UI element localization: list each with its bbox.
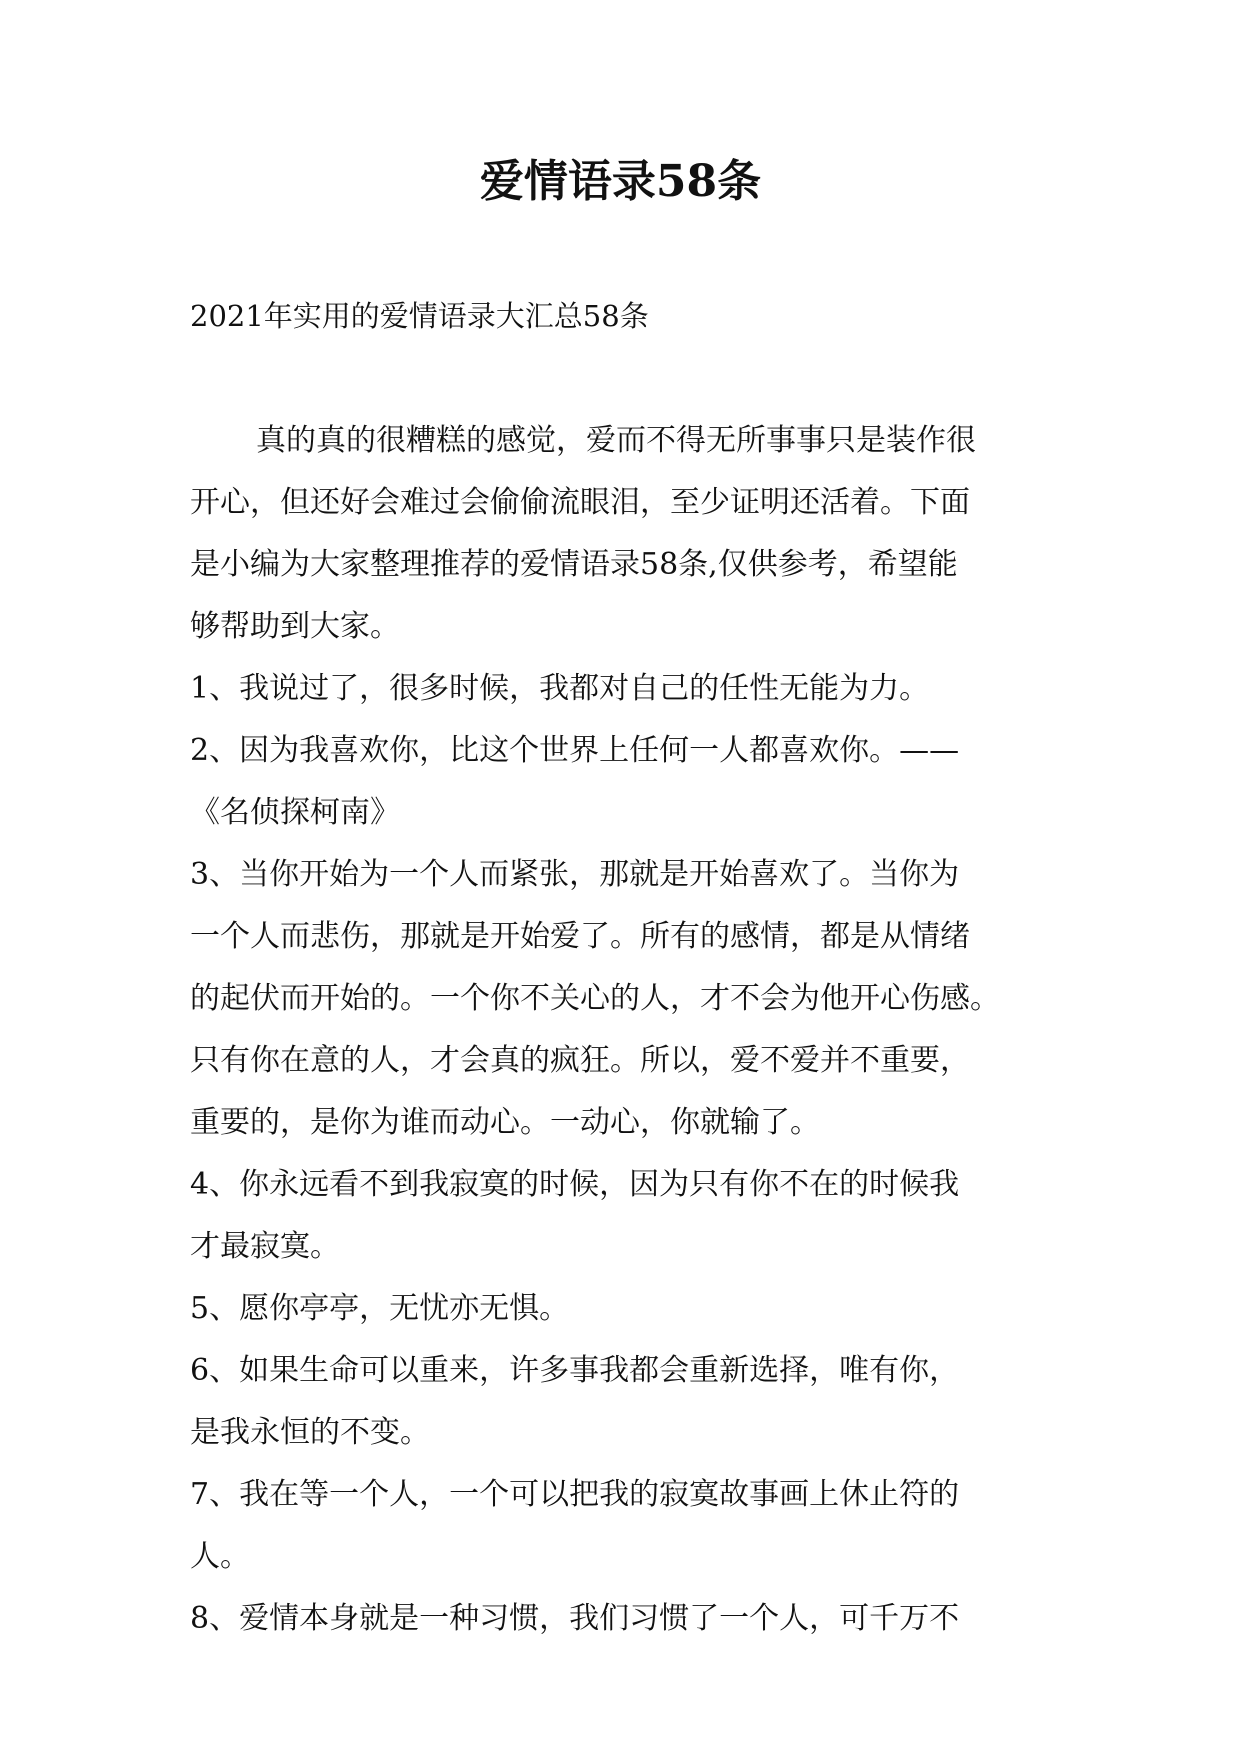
quote-line: 才最寂寞。 — [190, 1229, 340, 1264]
quote-line: 一个人而悲伤，那就是开始爱了。所有的感情，都是从情绪 — [190, 919, 970, 954]
quote-line: 只有你在意的人，才会真的疯狂。所以，爱不爱并不重要， — [190, 1043, 970, 1078]
quote-line: 的起伏而开始的。一个你不关心的人，才不会为他开心伤感。 — [190, 981, 1000, 1016]
quote-line: 2、因为我喜欢你，比这个世界上任何一人都喜欢你。—— — [190, 733, 960, 768]
document-title: 爱情语录58条 — [479, 156, 762, 207]
document-body — [190, 410, 1070, 1650]
quote-line: 3、当你开始为一个人而紧张，那就是开始喜欢了。当你为 — [190, 857, 960, 892]
body-line: 是小编为大家整理推荐的爱情语录58条,仅供参考，希望能 — [190, 547, 958, 582]
quote-line: 是我永恒的不变。 — [190, 1415, 430, 1450]
quote-line: 重要的，是你为谁而动心。一动心，你就输了。 — [190, 1105, 820, 1140]
quote-line: 7、我在等一个人，一个可以把我的寂寞故事画上休止符的 — [190, 1477, 960, 1512]
document-subtitle: 2021年实用的爱情语录大汇总58条 — [190, 299, 649, 333]
body-line: 真的真的很糟糕的感觉，爱而不得无所事事只是装作很 — [256, 423, 976, 458]
quote-line: 5、愿你亭亭，无忧亦无惧。 — [190, 1291, 570, 1326]
quote-line: 人。 — [190, 1539, 250, 1574]
body-line: 够帮助到大家。 — [190, 609, 400, 644]
body-line: 开心，但还好会难过会偷偷流眼泪，至少证明还活着。下面 — [190, 485, 970, 520]
quote-line: 6、如果生命可以重来，许多事我都会重新选择，唯有你， — [190, 1353, 960, 1388]
quote-line: 《名侦探柯南》 — [190, 795, 400, 830]
quote-line: 1、我说过了，很多时候，我都对自己的任性无能为力。 — [190, 671, 930, 706]
quote-line: 4、你永远看不到我寂寞的时候，因为只有你不在的时候我 — [190, 1167, 960, 1202]
quote-line: 8、爱情本身就是一种习惯，我们习惯了一个人，可千万不 — [190, 1601, 960, 1636]
